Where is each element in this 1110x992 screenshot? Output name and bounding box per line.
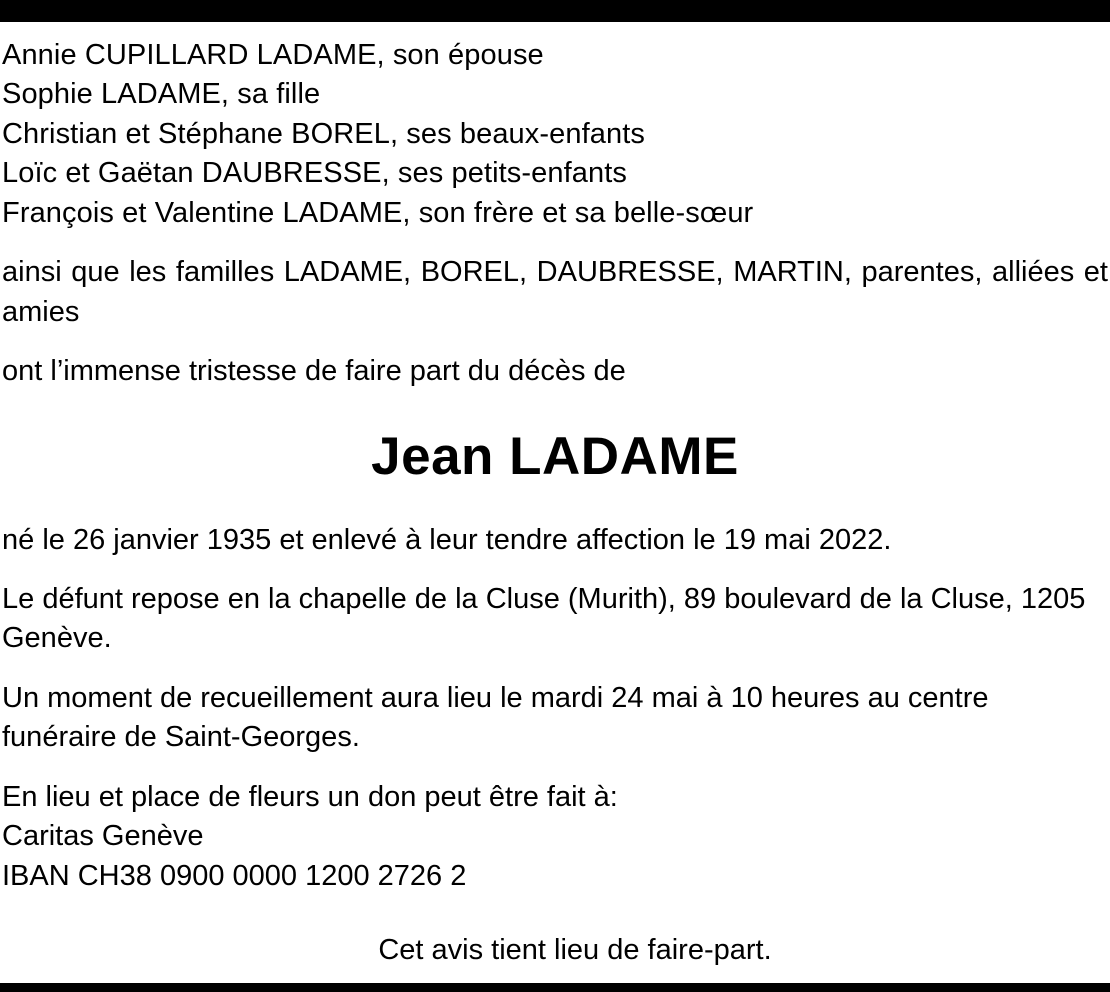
bottom-rule: [0, 983, 1110, 992]
repose-text: Le défunt repose en la chapelle de la Cluse (Murith), 89 boulevard de la Cluse, 1205 Genève.: [2, 582, 1086, 655]
deceased-name: Jean LADAME: [371, 426, 739, 486]
family-line: Annie CUPILLARD LADAME, son épouse: [2, 39, 544, 71]
notice-body: [0, 22, 1110, 967]
announcement-text: ont l’immense tristesse de faire part du décès de: [2, 355, 626, 388]
family-line: François et Valentine LADAME, son frère et sa belle-sœur: [2, 196, 754, 229]
family-line: Loïc et Gaëtan DAUBRESSE, ses petits-enfants: [2, 157, 627, 190]
donation-iban: IBAN CH38 0900 0000 1200 2726 2: [2, 859, 467, 892]
donation-organization: Caritas Genève: [2, 820, 204, 853]
family-line: Christian et Stéphane BOREL, ses beaux-enfants: [2, 117, 645, 150]
top-rule: [0, 0, 1110, 22]
closing-text: Cet avis tient lieu de faire-part.: [378, 934, 772, 966]
donation-block: [2, 778, 1108, 896]
extended-family-text: ainsi que les familles LADAME, BOREL, DAUBRESSE, MARTIN, parentes, alliées et amies: [2, 256, 1108, 328]
donation-intro: En lieu et place de fleurs un don peut être fait à:: [2, 780, 618, 813]
family-line: Sophie LADAME, sa fille: [2, 78, 321, 111]
ceremony-text: Un moment de recueillement aura lieu le mardi 24 mai à 10 heures au centre funéraire de Saint-Georges.: [2, 681, 989, 754]
dates-text: né le 26 janvier 1935 et enlevé à leur tendre affection le 19 mai 2022.: [2, 523, 892, 556]
family-list: [2, 36, 1108, 233]
